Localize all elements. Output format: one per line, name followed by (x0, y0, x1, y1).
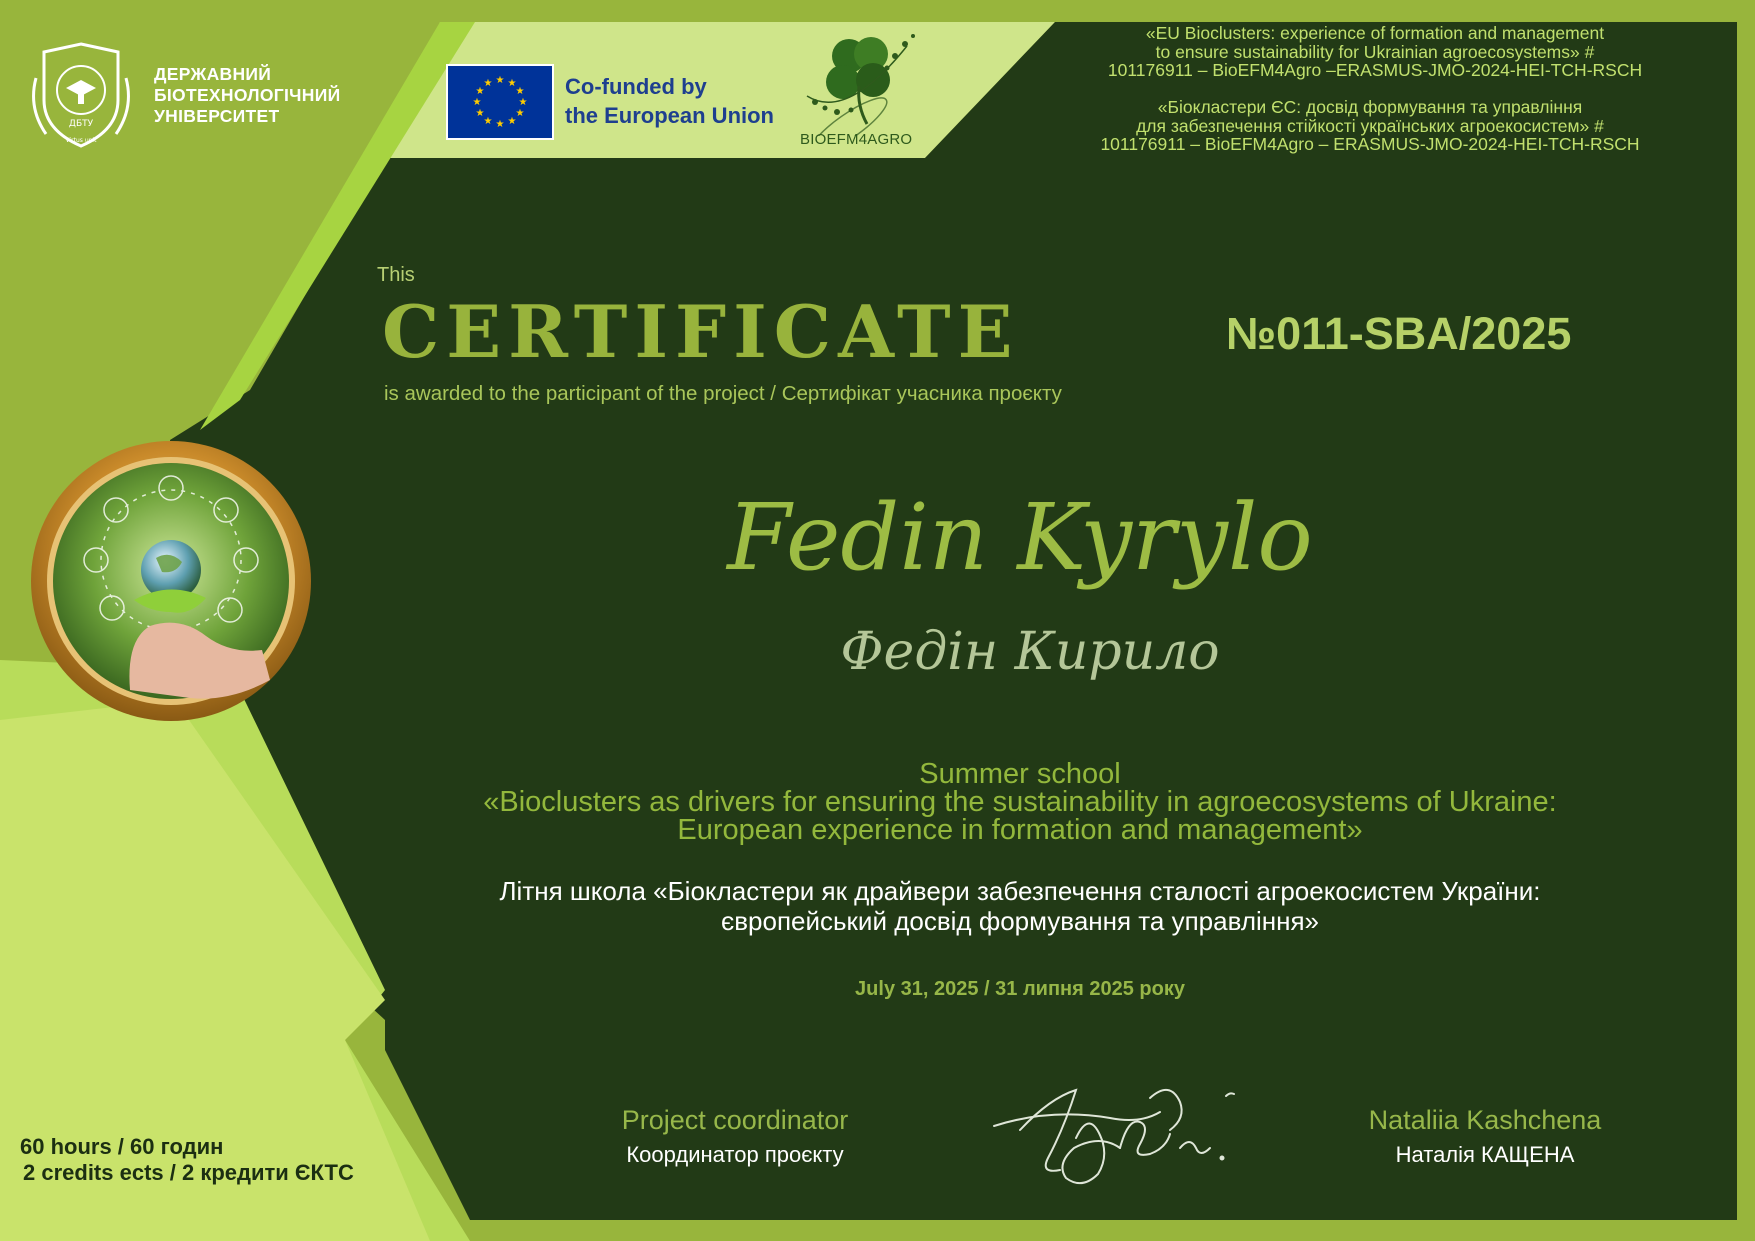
bioefm4agro-logo-text: BIOEFM4AGRO (800, 131, 913, 148)
awarded-text: is awarded to the participant of the project / Сертифікат учасника проєкту (384, 382, 1062, 405)
hours-line: 60 hours / 60 годин (20, 1134, 224, 1159)
summer-school-line: європейський досвід формування та управління» (720, 906, 1320, 936)
svg-text:★: ★ (507, 78, 517, 89)
university-logo-motto: Virtus unit (65, 137, 97, 144)
svg-text:★: ★ (507, 116, 517, 127)
summer-school-title-ua (360, 876, 1680, 936)
svg-text:★: ★ (515, 86, 525, 97)
certificate-title: CERTIFICATE (382, 289, 1020, 374)
summer-school-line: Літня школа «Біокластери як драйвери забезпечення сталості агроекосистем України: (499, 876, 1541, 906)
eu-cofunded-line: Co-funded by (565, 74, 707, 99)
coordinator-signature-image (990, 1078, 1240, 1193)
participant-name-ua: Федін Кирило (840, 622, 1220, 682)
project-title-line: 101176911 – BioEFM4Agro – ERASMUS-JMO-2024-HEI-TCH-RSCH (1100, 134, 1640, 154)
summer-school-line: «Bioclusters as drivers for ensuring the sustainability in agroecosystems of Ukraine: (483, 786, 1557, 818)
svg-text:★: ★ (483, 78, 493, 89)
coordinator-name-ua: Наталія КАЩЕНА (1395, 1142, 1575, 1167)
university-logo-text: ДБТУ (68, 119, 94, 129)
this-label: This (377, 264, 415, 286)
certificate-number: №011-SBA/2025 (1226, 308, 1572, 359)
svg-text:★: ★ (475, 86, 485, 97)
university-name-line: БІОТЕХНОЛОГІЧНИЙ (154, 85, 341, 105)
certificate-date: July 31, 2025 / 31 липня 2025 року (855, 978, 1185, 1000)
project-title-line: 101176911 – BioEFM4Agro –ERASMUS-JMO-2024-HEI-TCH-RSCH (1107, 60, 1643, 80)
svg-text:★: ★ (472, 97, 482, 108)
eu-cofunded-label (565, 72, 774, 130)
credits-line: 2 credits ects / 2 кредити ЄКТС (23, 1160, 354, 1185)
university-name-line: УНІВЕРСИТЕТ (154, 106, 280, 126)
dark-content-panel (170, 22, 1737, 1220)
project-title-line: to ensure sustainability for Ukrainian agroecosystems» # (1155, 41, 1595, 62)
university-name-line: ДЕРЖАВНИЙ (154, 64, 272, 84)
bioefm4agro-clover-logo-icon (797, 26, 925, 136)
hours-credits-block (20, 1134, 354, 1186)
summer-school-title-en (360, 760, 1680, 844)
globe-in-hand-medallion-image (30, 440, 312, 722)
summer-school-line: Summer school (919, 758, 1121, 790)
svg-text:★: ★ (518, 97, 528, 108)
participant-name-en: Fedin Kyrylo (727, 484, 1313, 591)
svg-text:★: ★ (475, 108, 485, 119)
coordinator-name-en: Nataliia Kashchena (1368, 1105, 1602, 1135)
project-title-line: для забезпечення стійкості українських агроекосистем» # (1136, 115, 1604, 136)
project-title-line: «EU Bioclusters: experience of formation and management (1145, 23, 1605, 43)
svg-text:★: ★ (495, 119, 505, 130)
coordinator-role-en: Project coordinator (621, 1105, 849, 1135)
project-title-en (1055, 24, 1695, 80)
university-logo-icon (22, 38, 140, 156)
coordinator-role-ua: Координатор проєкту (626, 1142, 844, 1167)
svg-text:★: ★ (483, 116, 493, 127)
summer-school-line: European experience in formation and management» (677, 814, 1363, 846)
eu-cofunded-line: the European Union (565, 103, 774, 128)
project-title-ua (1050, 98, 1690, 154)
eu-flag-icon (448, 66, 552, 138)
svg-text:★: ★ (495, 75, 505, 86)
university-name (154, 64, 384, 127)
svg-text:★: ★ (515, 108, 525, 119)
project-title-line: «Біокластери ЄС: досвід формування та управління (1157, 97, 1583, 117)
